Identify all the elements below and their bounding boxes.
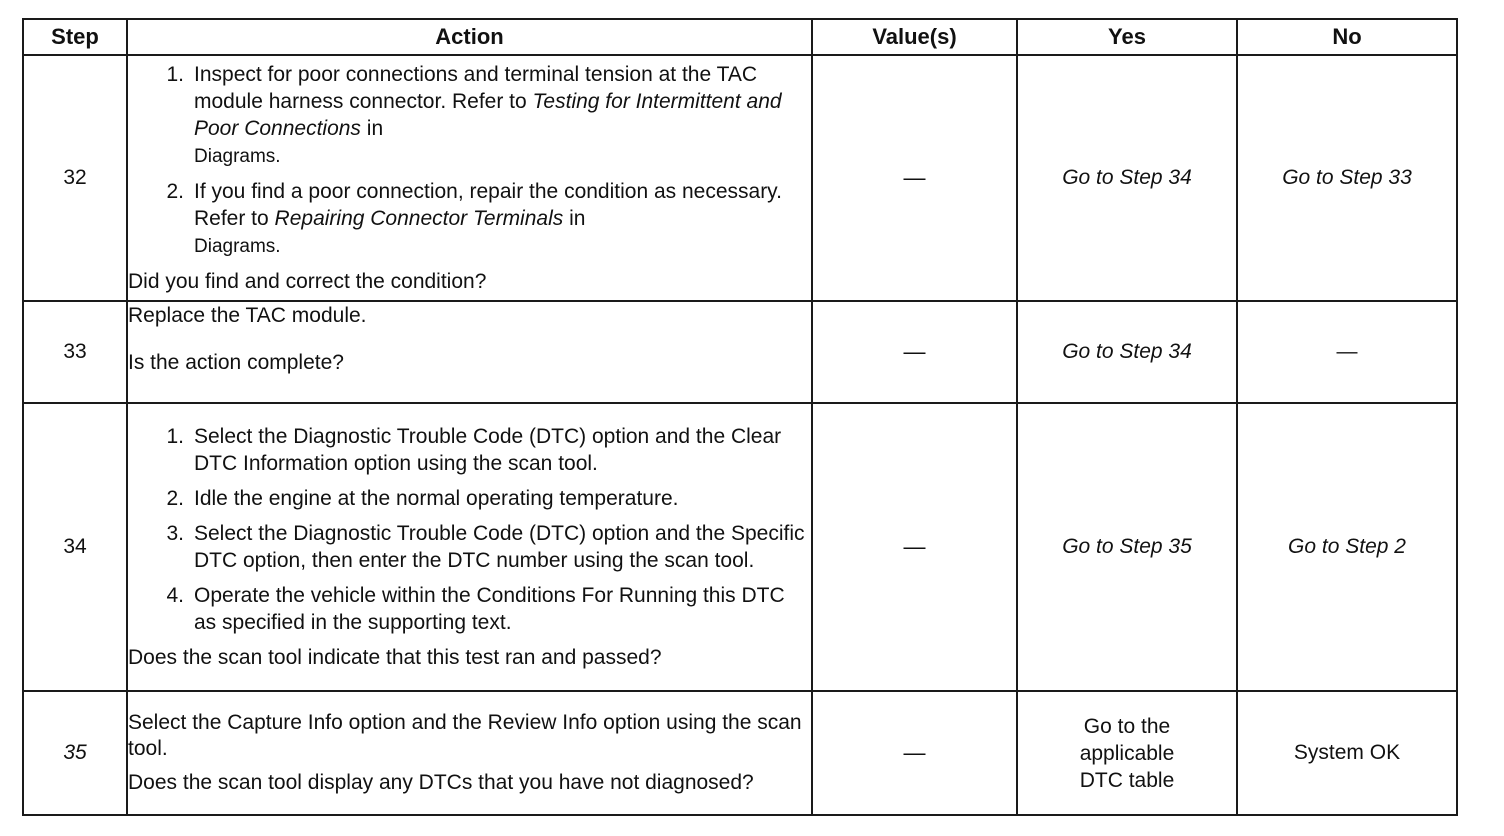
action-line: Select the Capture Info option and the Review Info option using the scan tool. xyxy=(128,711,802,760)
header-values: Value(s) xyxy=(812,19,1017,55)
yes-destination: Go to the applicable DTC table xyxy=(1079,714,1175,792)
value-cell: — xyxy=(812,55,1017,301)
action-steps xyxy=(128,61,811,260)
action-step xyxy=(128,582,811,636)
step-number: 33 xyxy=(23,301,127,403)
action-steps xyxy=(128,423,811,636)
action-question: Does the scan tool indicate that this test ran and passed? xyxy=(128,646,662,669)
no-cell: Go to Step 33 xyxy=(1237,55,1457,301)
header-step: Step xyxy=(23,19,127,55)
action-question: Does the scan tool display any DTCs that you have not diagnosed? xyxy=(128,771,754,794)
step-item-number: 4. xyxy=(166,584,184,607)
reference-title: Testing for Intermittent and Poor Connections xyxy=(194,90,782,140)
table-row xyxy=(23,301,1457,403)
reference-location: Diagrams. xyxy=(194,236,281,257)
step-number: 34 xyxy=(23,403,127,691)
no-cell: — xyxy=(1237,301,1457,403)
header-yes: Yes xyxy=(1017,19,1237,55)
yes-cell: Go to Step 34 xyxy=(1017,55,1237,301)
header-no: No xyxy=(1237,19,1457,55)
reference-location: Diagrams. xyxy=(194,146,281,167)
table-row xyxy=(23,403,1457,691)
step-item-number: 1. xyxy=(166,425,184,448)
action-cell xyxy=(127,691,812,815)
step-item-text: Select the Diagnostic Trouble Code (DTC) option and the Specific DTC option, then enter the DTC number using the scan tool. xyxy=(194,522,805,572)
action-question: Did you find and correct the condition? xyxy=(128,270,487,293)
step-item-number: 3. xyxy=(166,522,184,545)
value-cell: — xyxy=(812,691,1017,815)
step-item-text: Inspect for poor connections and terminal tension at the TAC module harness connector. Refer to xyxy=(194,63,758,113)
action-cell xyxy=(127,301,812,403)
step-item-text: Select the Diagnostic Trouble Code (DTC) option and the Clear DTC Information option using the scan tool. xyxy=(194,425,782,475)
yes-cell: Go to Step 34 xyxy=(1017,301,1237,403)
value-cell: — xyxy=(812,403,1017,691)
step-item-text: Operate the vehicle within the Conditions For Running this DTC as specified in the supporting text. xyxy=(194,584,785,634)
action-question: Is the action complete? xyxy=(128,351,344,374)
diagnostic-table xyxy=(22,18,1458,816)
table-row xyxy=(23,691,1457,815)
no-cell: System OK xyxy=(1237,691,1457,815)
no-cell: Go to Step 2 xyxy=(1237,403,1457,691)
action-step: 1. Inspect for poor connections and terminal tension at the TAC module harness connector. Refer to Testing for Intermittent and Poor Connections in Diagrams. xyxy=(128,61,811,170)
header-action: Action xyxy=(127,19,812,55)
yes-cell: Go to Step 35 xyxy=(1017,403,1237,691)
step-item-text: Idle the engine at the normal operating temperature. xyxy=(194,487,679,510)
step-item-number: 1. xyxy=(166,63,184,86)
action-cell xyxy=(127,403,812,691)
action-step xyxy=(128,485,811,512)
value-cell: — xyxy=(812,301,1017,403)
action-step: 2. If you find a poor connection, repair the condition as necessary. Refer to Repairing Connector Terminals in Diagrams. xyxy=(128,178,811,260)
step-item-text: If you find a poor connection, repair the condition as necessary. Refer to xyxy=(194,180,782,230)
action-step xyxy=(128,423,811,477)
action-line: Replace the TAC module. xyxy=(128,304,367,327)
reference-title: Repairing Connector Terminals xyxy=(274,207,564,230)
action-step xyxy=(128,520,811,574)
step-item-number: 2. xyxy=(166,180,184,203)
yes-cell xyxy=(1017,691,1237,815)
step-number: 32 xyxy=(23,55,127,301)
table-row xyxy=(23,55,1457,301)
step-item-number: 2. xyxy=(166,487,184,510)
step-number: 35 xyxy=(23,691,127,815)
action-cell xyxy=(127,55,812,301)
header-row xyxy=(23,19,1457,55)
